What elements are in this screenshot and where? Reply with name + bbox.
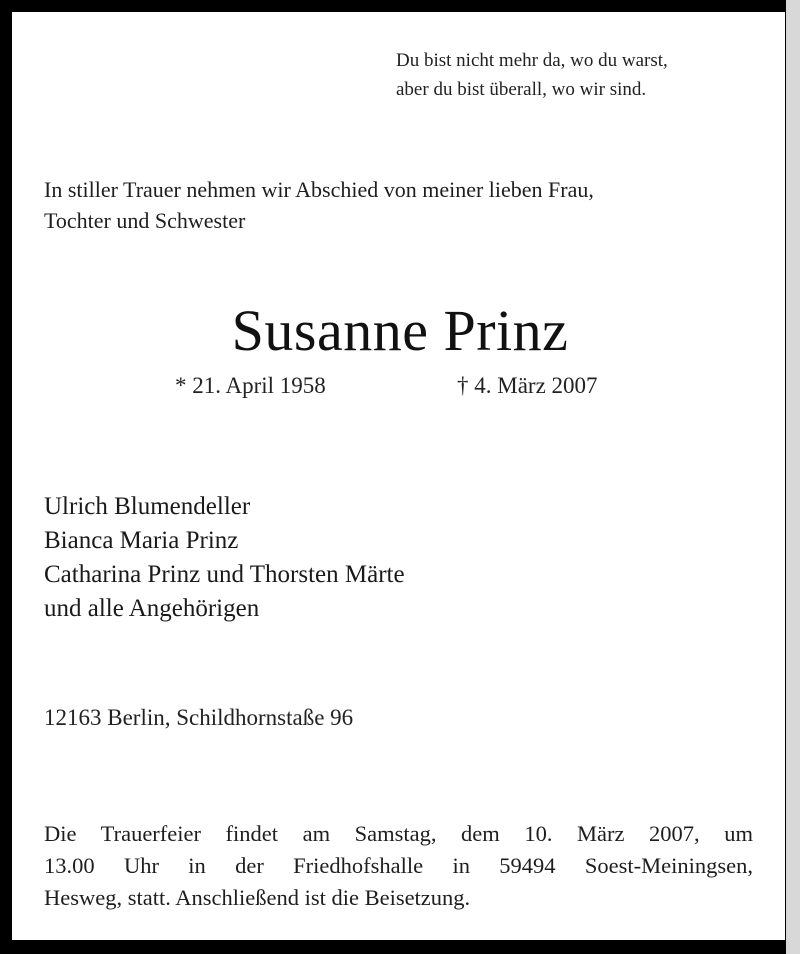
mourner-name: und alle Angehörigen — [44, 595, 260, 622]
birth-date: * 21. April 1958 — [175, 373, 326, 398]
mourners-list — [44, 490, 405, 626]
ceremony-line: 13.00 Uhr in der Friedhofshalle in 59494 Soest-Meiningsen, — [44, 853, 753, 878]
family-address: 12163 Berlin, Schildhornstaße 96 — [44, 705, 354, 730]
mourner-name: Catharina Prinz und Thorsten Märte — [44, 561, 405, 588]
intro-text — [44, 174, 594, 236]
intro-line: In stiller Trauer nehmen wir Abschied von meiner lieben Frau, — [44, 177, 594, 202]
deceased-name: Susanne Prinz — [231, 298, 569, 363]
ceremony-info — [44, 818, 753, 914]
death-date: † 4. März 2007 — [457, 373, 598, 398]
ceremony-line: Die Trauerfeier findet am Samstag, dem 10. März 2007, um — [44, 821, 753, 846]
ceremony-line: Hesweg, statt. Anschließend ist die Beisetzung. — [44, 885, 471, 910]
motto-line: Du bist nicht mehr da, wo du warst, — [396, 50, 668, 71]
motto-line: aber du bist überall, wo wir sind. — [396, 79, 647, 100]
motto-quote — [396, 46, 668, 104]
mourner-name: Ulrich Blumendeller — [44, 493, 251, 520]
obituary-notice — [12, 12, 785, 940]
mourner-name: Bianca Maria Prinz — [44, 527, 239, 554]
intro-line: Tochter und Schwester — [44, 208, 246, 233]
